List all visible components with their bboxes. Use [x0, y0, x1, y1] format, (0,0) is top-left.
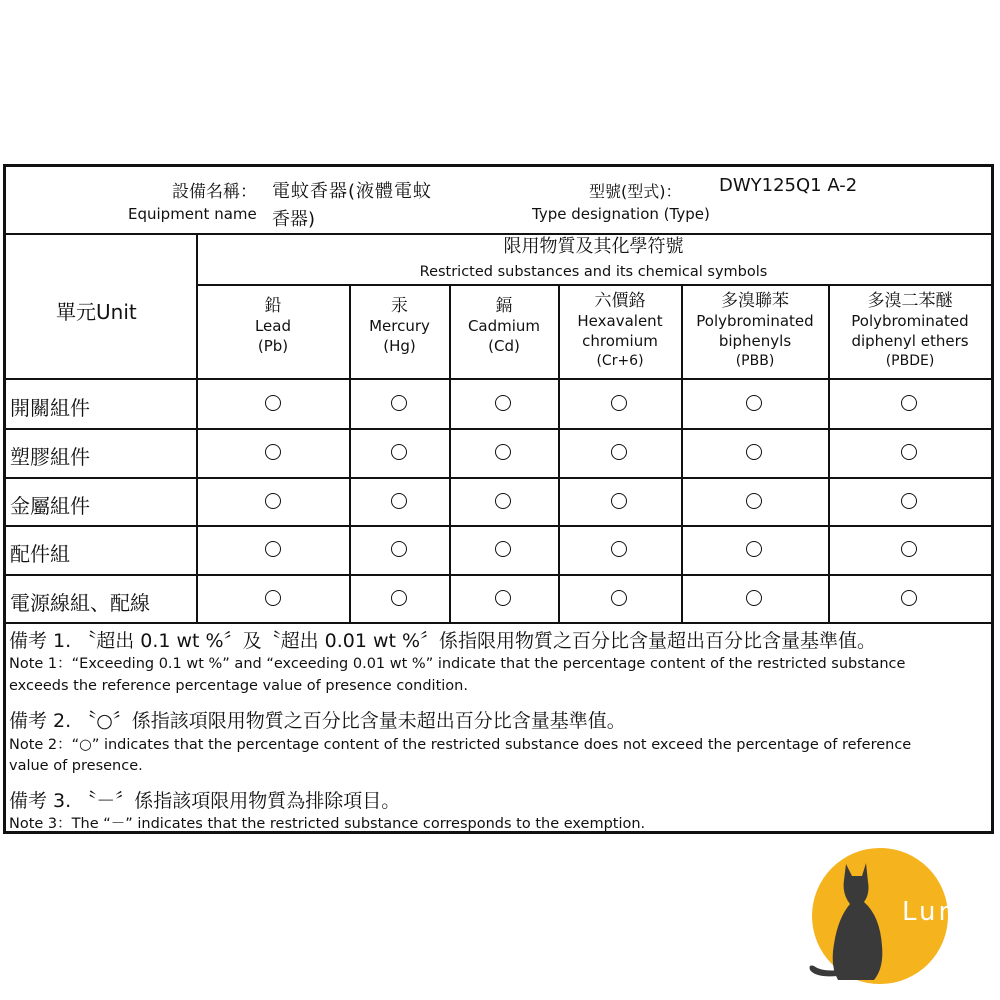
note2-en-line2: value of presence.	[9, 758, 143, 774]
compliance-mark-circle	[391, 541, 407, 557]
compliance-mark-circle	[746, 493, 762, 509]
compliance-mark-circle	[495, 541, 511, 557]
restricted-substances-cn: 限用物質及其化學符號	[503, 236, 684, 257]
restricted-substances-en: Restricted substances and its chemical symbols	[419, 264, 768, 280]
col-header-cadmium: 鎘 Cadmium (Cd)	[467, 296, 541, 355]
row-label-plastic-assembly: 塑膠組件	[10, 445, 90, 469]
logo-text: Luna	[902, 897, 977, 927]
compliance-mark-circle	[391, 493, 407, 509]
compliance-mark-circle	[901, 493, 917, 509]
note3-en: Note 3：The “－” indicates that the restricted substance corresponds to the exemption.	[9, 816, 646, 832]
compliance-mark-circle	[611, 444, 627, 460]
compliance-mark-circle	[265, 395, 281, 411]
compliance-mark-circle	[265, 590, 281, 606]
compliance-mark-circle	[495, 395, 511, 411]
compliance-mark-circle	[901, 395, 917, 411]
compliance-mark-circle	[901, 444, 917, 460]
compliance-mark-circle	[495, 590, 511, 606]
compliance-mark-circle	[391, 590, 407, 606]
compliance-mark-circle	[901, 590, 917, 606]
note2-cn: 備考 2. 〝○〞係指該項限用物質之百分比含量未超出百分比含量基準值。	[9, 710, 626, 732]
compliance-mark-circle	[265, 444, 281, 460]
type-designation-cn: 型號(型式)：	[589, 182, 682, 201]
row-label-switch-assembly: 開關組件	[10, 396, 90, 420]
compliance-mark-circle	[391, 395, 407, 411]
col-header-mercury: 汞 Mercury (Hg)	[369, 296, 430, 355]
unit-label: 單元Unit	[56, 300, 137, 324]
compliance-mark-circle	[611, 590, 627, 606]
col-header-pbde: 多溴二苯醚 Polybrominated diphenyl ethers (PBDE)	[851, 291, 969, 369]
col-header-pbb: 多溴聯苯 Polybrominated biphenyls (PBB)	[696, 291, 814, 369]
compliance-mark-circle	[746, 444, 762, 460]
row-label-power-cord: 電源線組、配線	[10, 591, 150, 615]
compliance-mark-circle	[611, 395, 627, 411]
type-designation-value: DWY125Q1 A-2	[719, 175, 858, 196]
col-header-lead: 鉛 Lead (Pb)	[254, 296, 292, 355]
row-label-accessories: 配件組	[10, 542, 70, 566]
compliance-mark-circle	[495, 493, 511, 509]
type-designation-en: Type designation (Type)	[532, 205, 710, 223]
compliance-mark-circle	[265, 493, 281, 509]
row-label-metal-assembly: 金屬組件	[10, 494, 90, 518]
note2-en-line1: Note 2：“○” indicates that the percentage content of the restricted substance does not exceed the percentage of reference	[9, 737, 912, 753]
compliance-mark-circle	[391, 444, 407, 460]
equipment-name-cn-value: 電蚊香器(液體電蚊	[272, 181, 433, 202]
note1-en-line2: exceeds the reference percentage value of presence condition.	[9, 678, 468, 694]
equipment-name-en: Equipment name	[128, 205, 257, 223]
compliance-mark-circle	[611, 493, 627, 509]
note3-cn: 備考 3. 〝－〞係指該項限用物質為排除項目。	[9, 790, 401, 812]
equipment-name-cn-label: 設備名稱：	[172, 182, 257, 202]
compliance-mark-circle	[495, 444, 511, 460]
rohs-declaration-card	[3, 164, 994, 834]
compliance-mark-circle	[746, 395, 762, 411]
note1-en-line1: Note 1：“Exceeding 0.1 wt %” and “exceeding 0.01 wt %” indicate that the percentage content of the restricted substance	[9, 656, 906, 672]
col-header-hexavalent-chromium: 六價鉻 Hexavalent chromium (Cr+6)	[577, 291, 663, 369]
note1-cn: 備考 1. 〝超出 0.1 wt %〞及〝超出 0.01 wt %〞係指限用物質之百分比含量超出百分比含量基準值。	[9, 630, 877, 652]
compliance-mark-circle	[901, 541, 917, 557]
compliance-mark-circle	[265, 541, 281, 557]
equipment-name-cn-value-cont: 香器)	[272, 209, 316, 230]
compliance-mark-circle	[611, 541, 627, 557]
compliance-mark-circle	[746, 590, 762, 606]
compliance-mark-circle	[746, 541, 762, 557]
luna-logo	[808, 846, 988, 986]
